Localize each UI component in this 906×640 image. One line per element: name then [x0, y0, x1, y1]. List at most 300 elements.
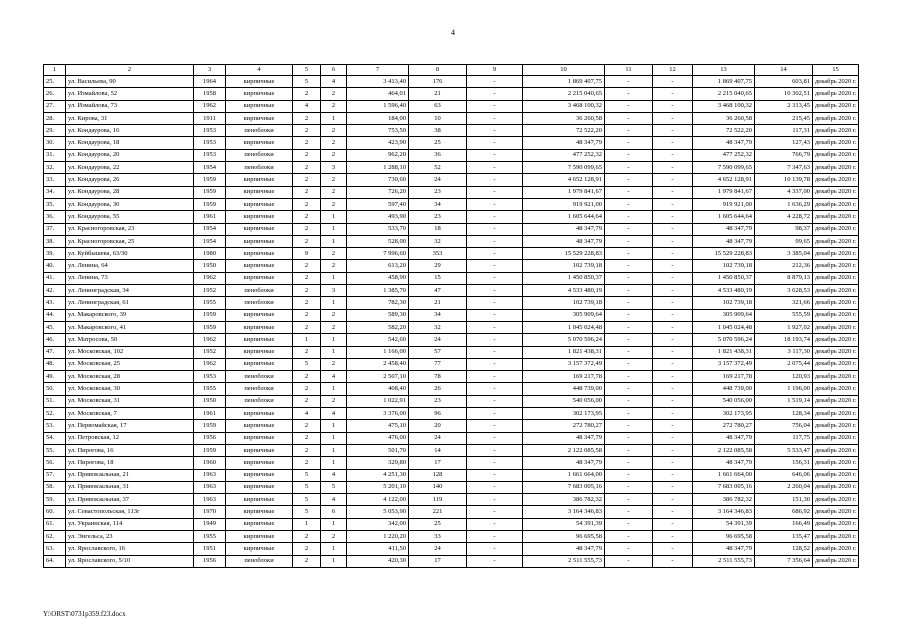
table-cell: - — [467, 248, 523, 260]
table-cell: пеноблоки — [226, 371, 293, 383]
table-cell: - — [653, 383, 693, 395]
table-cell: - — [467, 518, 523, 530]
table-cell: 7 683 005,16 — [523, 481, 605, 493]
table-cell: ул. Измайлова, 73 — [66, 100, 194, 112]
table-cell: 1952 — [194, 285, 226, 297]
table-cell: декабрь 2020 г. — [813, 186, 859, 198]
table-cell: 1961 — [194, 408, 226, 420]
table-cell: 1 — [321, 223, 347, 235]
table-cell: 2 — [293, 174, 321, 186]
column-header-7: 7 — [347, 65, 409, 76]
table-cell: - — [605, 494, 653, 506]
table-cell: 3 164 346,83 — [693, 506, 755, 518]
table-cell: - — [605, 481, 653, 493]
table-cell: - — [653, 125, 693, 137]
table-cell: 4 — [293, 408, 321, 420]
table-cell: 753,50 — [347, 125, 409, 137]
column-header-8: 8 — [409, 65, 467, 76]
table-cell: 353 — [409, 248, 467, 260]
table-cell: 2 — [293, 235, 321, 247]
table-cell: 54. — [44, 432, 66, 444]
table-cell: 1 — [293, 518, 321, 530]
table-cell: 27. — [44, 100, 66, 112]
table-cell: 62. — [44, 530, 66, 542]
table-cell: 329,80 — [347, 457, 409, 469]
table-cell: 42. — [44, 285, 66, 297]
table-cell: - — [605, 346, 653, 358]
table-cell: 1953 — [194, 125, 226, 137]
table-cell: ул. Кондаурова, 22 — [66, 162, 194, 174]
table-cell: 1 979 841,67 — [693, 186, 755, 198]
table-cell: 458,90 — [347, 272, 409, 284]
table-cell: ул. Московская, 31 — [66, 395, 194, 407]
table-cell: 2 — [321, 100, 347, 112]
table-cell: 1 — [321, 457, 347, 469]
table-cell: 962,20 — [347, 149, 409, 161]
table-cell: 117,75 — [755, 432, 813, 444]
table-cell: кирпичные — [226, 112, 293, 124]
table-cell: - — [605, 272, 653, 284]
table-cell: 7 590 099,65 — [523, 162, 605, 174]
table-cell: 23 — [409, 211, 467, 223]
table-cell: - — [467, 506, 523, 518]
column-header-1: 1 — [44, 65, 66, 76]
table-cell: 47. — [44, 346, 66, 358]
table-cell: - — [467, 260, 523, 272]
table-row — [44, 88, 859, 100]
table-cell: 32. — [44, 162, 66, 174]
table-cell: декабрь 2020 г. — [813, 408, 859, 420]
table-cell: 1954 — [194, 235, 226, 247]
table-cell: - — [653, 162, 693, 174]
table-cell: 1955 — [194, 530, 226, 542]
column-header-3: 3 — [194, 65, 226, 76]
table-cell: 1 927,02 — [755, 321, 813, 333]
table-cell: 15 529 228,83 — [693, 248, 755, 260]
table-cell: декабрь 2020 г. — [813, 321, 859, 333]
table-cell: 169 217,78 — [523, 371, 605, 383]
table-cell: - — [605, 334, 653, 346]
table-cell: - — [653, 494, 693, 506]
table-cell: ул. Кондаурова, 20 — [66, 149, 194, 161]
table-cell: - — [467, 432, 523, 444]
table-cell: 542,60 — [347, 334, 409, 346]
table-cell: - — [653, 248, 693, 260]
table-cell: 4 652 128,91 — [523, 174, 605, 186]
table-cell: 5 — [293, 358, 321, 370]
table-cell: пеноблоки — [226, 162, 293, 174]
table-cell: декабрь 2020 г. — [813, 444, 859, 456]
table-row — [44, 76, 859, 88]
table-cell: 603,81 — [755, 76, 813, 88]
table-cell: 48 347,79 — [693, 543, 755, 555]
table-cell: 1 — [321, 518, 347, 530]
table-cell: 1958 — [194, 88, 226, 100]
header-row — [44, 65, 859, 76]
table-cell: 127,43 — [755, 137, 813, 149]
table-cell: - — [605, 555, 653, 567]
table-cell: 540 056,00 — [693, 395, 755, 407]
table-cell: - — [605, 198, 653, 210]
table-row — [44, 481, 859, 493]
table-cell: 1 — [321, 444, 347, 456]
table-cell: ул. Ленина, 73 — [66, 272, 194, 284]
table-cell: 386 782,32 — [523, 494, 605, 506]
table-cell: - — [605, 457, 653, 469]
table-cell: 3 157 372,49 — [693, 358, 755, 370]
table-cell: 44. — [44, 309, 66, 321]
table-cell: кирпичные — [226, 186, 293, 198]
table-row — [44, 100, 859, 112]
table-cell: 1 220,20 — [347, 530, 409, 542]
table-cell: 9 — [293, 248, 321, 260]
table-cell: декабрь 2020 г. — [813, 469, 859, 481]
table-cell: 156,31 — [755, 457, 813, 469]
table-cell: 540 056,00 — [523, 395, 605, 407]
table-cell: 48 347,79 — [693, 235, 755, 247]
table-cell: 176 — [409, 76, 467, 88]
table-cell: 8 879,13 — [755, 272, 813, 284]
table-row — [44, 506, 859, 518]
table-cell: декабрь 2020 г. — [813, 248, 859, 260]
table-cell: 2 075,44 — [755, 358, 813, 370]
table-row — [44, 309, 859, 321]
table-cell: декабрь 2020 г. — [813, 530, 859, 542]
column-header-10: 10 — [523, 65, 605, 76]
table-row — [44, 125, 859, 137]
table-cell: 476,00 — [347, 432, 409, 444]
table-cell: кирпичные — [226, 248, 293, 260]
table-row — [44, 383, 859, 395]
column-header-11: 11 — [605, 65, 653, 76]
table-cell: декабрь 2020 г. — [813, 149, 859, 161]
table-cell: 57. — [44, 469, 66, 481]
table-cell: 72 522,20 — [523, 125, 605, 137]
table-cell: 7 347,63 — [755, 162, 813, 174]
table-cell: 2 — [293, 88, 321, 100]
table-cell: 4 533 480,19 — [523, 285, 605, 297]
table-cell: 78 — [409, 371, 467, 383]
table-cell: 53. — [44, 420, 66, 432]
table-cell: 102 739,18 — [693, 297, 755, 309]
table-cell: 4 — [321, 469, 347, 481]
table-cell: 1 — [321, 432, 347, 444]
table-cell: пеноблоки — [226, 297, 293, 309]
table-cell: 5 — [293, 481, 321, 493]
table-cell: - — [467, 371, 523, 383]
table-cell: кирпичные — [226, 506, 293, 518]
table-cell: ул. Макаровского, 39 — [66, 309, 194, 321]
table-cell: 2 — [293, 321, 321, 333]
table-cell: кирпичные — [226, 76, 293, 88]
table-cell: кирпичные — [226, 260, 293, 272]
table-cell: 3 — [321, 162, 347, 174]
table-cell: 1962 — [194, 272, 226, 284]
table-cell: 1959 — [194, 186, 226, 198]
table-cell: декабрь 2020 г. — [813, 285, 859, 297]
table-cell: декабрь 2020 г. — [813, 358, 859, 370]
table-cell: 1 596,40 — [347, 100, 409, 112]
table-cell: 96 695,58 — [523, 530, 605, 542]
table-cell: - — [605, 432, 653, 444]
table-cell: 477 252,32 — [693, 149, 755, 161]
table-cell: - — [653, 469, 693, 481]
table-cell: 493,90 — [347, 211, 409, 223]
table-cell: декабрь 2020 г. — [813, 457, 859, 469]
table-cell: 15 — [409, 272, 467, 284]
table-row — [44, 518, 859, 530]
table-row — [44, 235, 859, 247]
table-cell: 48. — [44, 358, 66, 370]
table-cell: 46. — [44, 334, 66, 346]
table-cell: кирпичные — [226, 174, 293, 186]
table-cell: 15 529 228,83 — [523, 248, 605, 260]
table-cell: 35. — [44, 198, 66, 210]
table-cell: кирпичные — [226, 432, 293, 444]
table-cell: 56. — [44, 457, 66, 469]
table-cell: 756,04 — [755, 420, 813, 432]
table-cell: 7 996,60 — [347, 248, 409, 260]
table-cell: 29. — [44, 125, 66, 137]
table-cell: 3 413,40 — [347, 76, 409, 88]
table-cell: 54 391,39 — [523, 518, 605, 530]
table-cell: 52 — [409, 162, 467, 174]
table-cell: ул. Красногоровская, 23 — [66, 223, 194, 235]
table-cell: 3 468 100,32 — [523, 100, 605, 112]
table-cell: кирпичные — [226, 469, 293, 481]
table-cell: 166,49 — [755, 518, 813, 530]
table-cell: 730,60 — [347, 174, 409, 186]
table-cell: 54 391,39 — [693, 518, 755, 530]
table-cell: 23 — [409, 395, 467, 407]
table-cell: кирпичные — [226, 100, 293, 112]
table-cell: - — [467, 543, 523, 555]
table-cell: 48 347,79 — [523, 457, 605, 469]
table-cell: 2 — [321, 186, 347, 198]
table-cell: - — [605, 149, 653, 161]
table-cell: 151,30 — [755, 494, 813, 506]
table-cell: 48 347,79 — [523, 543, 605, 555]
table-cell: - — [467, 457, 523, 469]
table-cell: 48 347,79 — [523, 137, 605, 149]
table-cell: - — [467, 420, 523, 432]
table-cell: 919 921,00 — [523, 198, 605, 210]
table-cell: - — [467, 309, 523, 321]
table-row — [44, 334, 859, 346]
table-cell: 1 022,91 — [347, 395, 409, 407]
table-cell: 726,20 — [347, 186, 409, 198]
table-cell: 1959 — [194, 321, 226, 333]
table-cell: 140 — [409, 481, 467, 493]
table-cell: 4 251,30 — [347, 469, 409, 481]
table-cell: 2 — [293, 457, 321, 469]
table-cell: - — [605, 371, 653, 383]
table-cell: 2 507,10 — [347, 371, 409, 383]
table-cell: 2 — [293, 112, 321, 124]
table-cell: 1980 — [194, 248, 226, 260]
table-cell: ул. Московская, 25 — [66, 358, 194, 370]
table-cell: 128 — [409, 469, 467, 481]
table-cell: ул. Первомайская, 17 — [66, 420, 194, 432]
table-cell: ул. Пирогова, 16 — [66, 444, 194, 456]
table-cell: 1 196,00 — [755, 383, 813, 395]
table-row — [44, 432, 859, 444]
table-cell: 302 173,95 — [693, 408, 755, 420]
table-cell: 2 215 040,65 — [523, 88, 605, 100]
table-cell: 448 739,00 — [523, 383, 605, 395]
table-cell: декабрь 2020 г. — [813, 543, 859, 555]
table-cell: 321,66 — [755, 297, 813, 309]
table-cell: - — [653, 260, 693, 272]
table-cell: 411,50 — [347, 543, 409, 555]
table-cell: - — [653, 555, 693, 567]
table-cell: 5 — [293, 494, 321, 506]
table-cell: 6 — [321, 506, 347, 518]
table-cell: кирпичные — [226, 346, 293, 358]
table-cell: 48 347,79 — [693, 223, 755, 235]
table-row — [44, 211, 859, 223]
table-cell: 17 — [409, 457, 467, 469]
table-cell: - — [467, 112, 523, 124]
table-cell: 21 — [409, 297, 467, 309]
table-cell: 464,01 — [347, 88, 409, 100]
table-cell: 23 — [409, 186, 467, 198]
table-cell: 215,45 — [755, 112, 813, 124]
file-path-footer: Y:\ORST\0731p359.f23.docx — [43, 610, 126, 618]
table-cell: 2 — [293, 309, 321, 321]
table-cell: ул. Кондаурова, 26 — [66, 174, 194, 186]
table-cell: 2 215 040,65 — [693, 88, 755, 100]
table-row — [44, 149, 859, 161]
table-cell: 1963 — [194, 494, 226, 506]
table-cell: - — [467, 272, 523, 284]
table-cell: 2 — [321, 321, 347, 333]
table-cell: кирпичные — [226, 444, 293, 456]
table-cell: 25 — [409, 137, 467, 149]
table-cell: - — [467, 444, 523, 456]
table-cell: - — [605, 88, 653, 100]
table-cell: 3 385,04 — [755, 248, 813, 260]
table-cell: - — [653, 112, 693, 124]
table-cell: 1 869 407,75 — [693, 76, 755, 88]
table-cell: декабрь 2020 г. — [813, 211, 859, 223]
table-cell: 1 045 024,48 — [693, 321, 755, 333]
table-cell: - — [467, 481, 523, 493]
table-cell: - — [605, 543, 653, 555]
table-cell: 1 979 841,67 — [523, 186, 605, 198]
table-cell: декабрь 2020 г. — [813, 88, 859, 100]
table-cell: 2 — [293, 125, 321, 137]
table-cell: 24 — [409, 432, 467, 444]
table-cell: - — [653, 235, 693, 247]
table-cell: 4 122,00 — [347, 494, 409, 506]
table-cell: 5 070 596,24 — [523, 334, 605, 346]
table-cell: 1 821 438,31 — [693, 346, 755, 358]
table-cell: 2 — [293, 285, 321, 297]
table-cell: 2 — [321, 198, 347, 210]
table-cell: - — [467, 149, 523, 161]
table-cell: 782,30 — [347, 297, 409, 309]
table-cell: 686,92 — [755, 506, 813, 518]
table-cell: 48 347,79 — [523, 223, 605, 235]
table-cell: 48 347,79 — [523, 235, 605, 247]
table-cell: 272 780,27 — [693, 420, 755, 432]
table-cell: 36 — [409, 149, 467, 161]
table-cell: 30. — [44, 137, 66, 149]
table-cell: 50. — [44, 383, 66, 395]
column-header-6: 6 — [321, 65, 347, 76]
table-cell: 1 — [321, 211, 347, 223]
table-cell: 2 — [321, 395, 347, 407]
table-cell: пеноблоки — [226, 395, 293, 407]
table-cell: 3 628,53 — [755, 285, 813, 297]
table-cell: 2 — [293, 211, 321, 223]
table-cell: - — [653, 137, 693, 149]
table-cell: - — [467, 137, 523, 149]
table-cell: 2 — [293, 223, 321, 235]
table-cell: 4 — [293, 100, 321, 112]
table-cell: 2 — [293, 395, 321, 407]
table-cell: 40. — [44, 260, 66, 272]
table-cell: 60. — [44, 506, 66, 518]
table-cell: 3 376,00 — [347, 408, 409, 420]
table-cell: 32 — [409, 235, 467, 247]
table-cell: 36 260,58 — [693, 112, 755, 124]
table-cell: - — [467, 235, 523, 247]
table-cell: ул. Севастопольская, 113г — [66, 506, 194, 518]
table-cell: 4 — [321, 408, 347, 420]
table-cell: 117,31 — [755, 125, 813, 137]
table-cell: 2 260,04 — [755, 481, 813, 493]
table-cell: 212,36 — [755, 260, 813, 272]
table-cell: ул. Ярославского, 5/10 — [66, 555, 194, 567]
table-cell: - — [467, 469, 523, 481]
table-cell: 408,40 — [347, 383, 409, 395]
table-cell: - — [653, 420, 693, 432]
table-cell: 5 — [293, 76, 321, 88]
table-cell: - — [653, 285, 693, 297]
table-cell: 646,06 — [755, 469, 813, 481]
table-cell: 1960 — [194, 457, 226, 469]
table-row — [44, 555, 859, 567]
table-cell: - — [653, 346, 693, 358]
column-header-12: 12 — [653, 65, 693, 76]
table-row — [44, 494, 859, 506]
table-cell: 34 — [409, 309, 467, 321]
table-cell: 1954 — [194, 162, 226, 174]
table-cell: 1955 — [194, 383, 226, 395]
table-cell: 3 164 346,83 — [523, 506, 605, 518]
table-cell: 1956 — [194, 555, 226, 567]
table-row — [44, 395, 859, 407]
table-row — [44, 198, 859, 210]
table-cell: кирпичные — [226, 494, 293, 506]
table-cell: - — [653, 408, 693, 420]
table-cell: 1 166,00 — [347, 346, 409, 358]
table-cell: 1963 — [194, 469, 226, 481]
table-cell: 26. — [44, 88, 66, 100]
table-cell: 2 — [293, 444, 321, 456]
table-cell: 1 — [321, 346, 347, 358]
table-cell: - — [653, 371, 693, 383]
table-cell: - — [605, 125, 653, 137]
table-cell: 448 739,00 — [693, 383, 755, 395]
table-cell: - — [605, 162, 653, 174]
table-cell: 1 636,29 — [755, 198, 813, 210]
table-cell: 2 — [293, 149, 321, 161]
table-cell: - — [467, 76, 523, 88]
table-cell: ул. Привокзальная, 31 — [66, 481, 194, 493]
